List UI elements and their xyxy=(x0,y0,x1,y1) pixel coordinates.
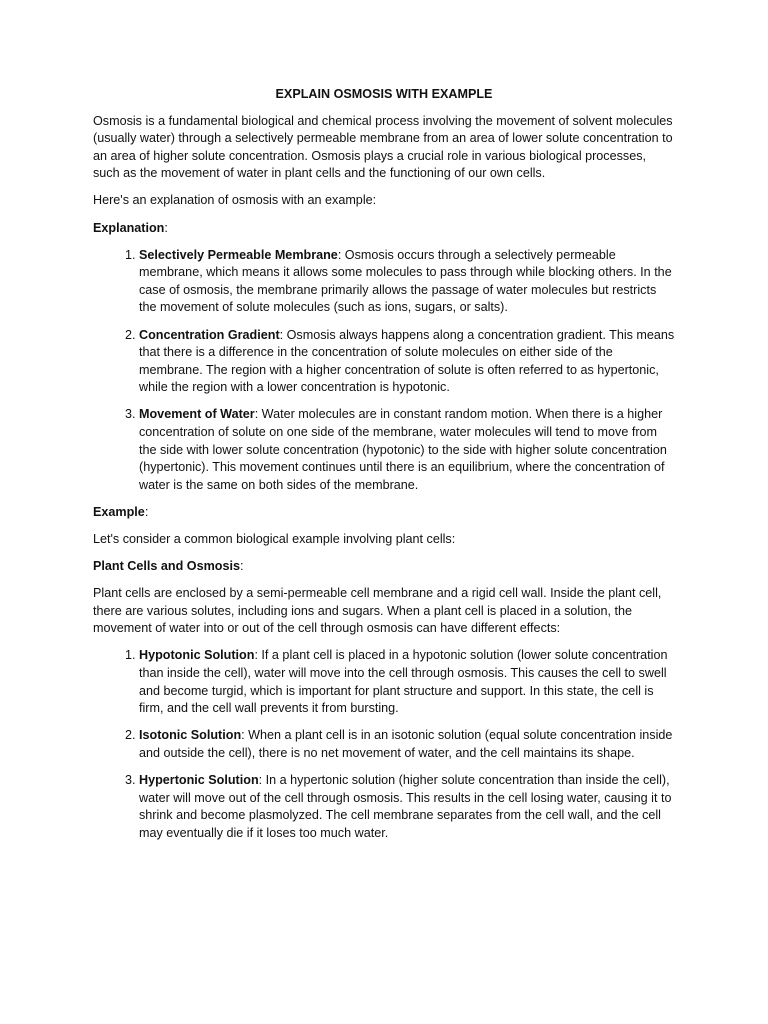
list-item-label: Hypotonic Solution xyxy=(139,648,255,663)
explanation-heading: Explanation: xyxy=(93,220,168,235)
plant-intro-paragraph: Plant cells are enclosed by a semi-permeable cell membrane and a rigid cell wall. Inside the plant cell, there are various solutes, including ions and sugars. When a plant cell is placed in a solution, the movement of water into or out of the cell through osmosis can have different effects: xyxy=(93,586,662,636)
list-item-label: Hypertonic Solution xyxy=(139,773,259,787)
list-item-text: : If a plant cell is placed in a hypotonic solution (lower solute concentration than inside the cell), water will move into the cell through osmosis. This causes the cell to swell and become turgid, which is important for plant structure and support. In this state, the cell is firm, and the cell wall prevents it from bursting. xyxy=(139,648,668,716)
list-item xyxy=(139,772,675,842)
lead-paragraph: Here's an explanation of osmosis with an example: xyxy=(93,193,377,208)
list-item-text: : Osmosis always happens along a concentration gradient. This means that there is a difference in the concentration of solute molecules on either side of the membrane. The region with a higher concentration of solute is often referred to as hypertonic, while the region with a lower concentration is hypotonic. xyxy=(139,327,675,395)
list-item xyxy=(139,727,675,762)
example-lead-paragraph: Let's consider a common biological example involving plant cells: xyxy=(93,531,456,546)
example-heading-text: Example xyxy=(93,504,145,519)
list-item-text: : Osmosis occurs through a selectively permeable membrane, which means it allows some molecules to pass through while blocking others. In the case of osmosis, the membrane primarily allows the passage of water molecules but restricts the movement of solute molecules (such as ions, sugars, or salts). xyxy=(139,247,672,315)
list-item-text: : Water molecules are in constant random motion. When there is a higher concentration of solute on one side of the membrane, water molecules will tend to move from the side with lower solute concentration (hypotonic) to the side with higher solute concentration (hypertonic). This movement continues until there is an equilibrium, where the concentration of water is the same on both sides of the membrane. xyxy=(139,407,667,492)
list-item xyxy=(139,327,675,397)
list-item xyxy=(139,406,675,494)
list-item-label: Isotonic Solution xyxy=(139,728,242,743)
plant-heading-text: Plant Cells and Osmosis xyxy=(93,559,240,574)
list-item-label: Concentration Gradient xyxy=(139,327,280,342)
list-item xyxy=(139,647,675,717)
example-heading: Example: xyxy=(93,504,149,519)
plant-list xyxy=(93,647,675,842)
list-item-text: : In a hypertonic solution (higher solute concentration than inside the cell), water will move out of the cell through osmosis. This results in the cell losing water, causing it to shrink and become plasmolyzed. The cell membrane separates from the cell wall, and the cell may eventually die if it loses too much water. xyxy=(139,773,672,840)
list-item-text: : When a plant cell is in an isotonic solution (equal solute concentration inside and outside the cell), there is no net movement of water, and the cell maintains its shape. xyxy=(139,728,673,760)
list-item-label: Movement of Water xyxy=(139,407,255,422)
plant-heading: Plant Cells and Osmosis: xyxy=(93,559,244,574)
explanation-heading-text: Explanation xyxy=(93,220,165,235)
intro-paragraph: Osmosis is a fundamental biological and chemical process involving the movement of solvent molecules (usually water) through a selectively permeable membrane from an area of lower solute concentration to an area of higher solute concentration. Osmosis plays a crucial role in various biological processes, such as the movement of water in plant cells and the functioning of our own cells. xyxy=(93,113,673,181)
list-item xyxy=(139,247,675,317)
explanation-list xyxy=(93,247,675,495)
list-item-label: Selectively Permeable Membrane xyxy=(139,247,338,262)
page-title: EXPLAIN OSMOSIS WITH EXAMPLE xyxy=(275,87,493,101)
